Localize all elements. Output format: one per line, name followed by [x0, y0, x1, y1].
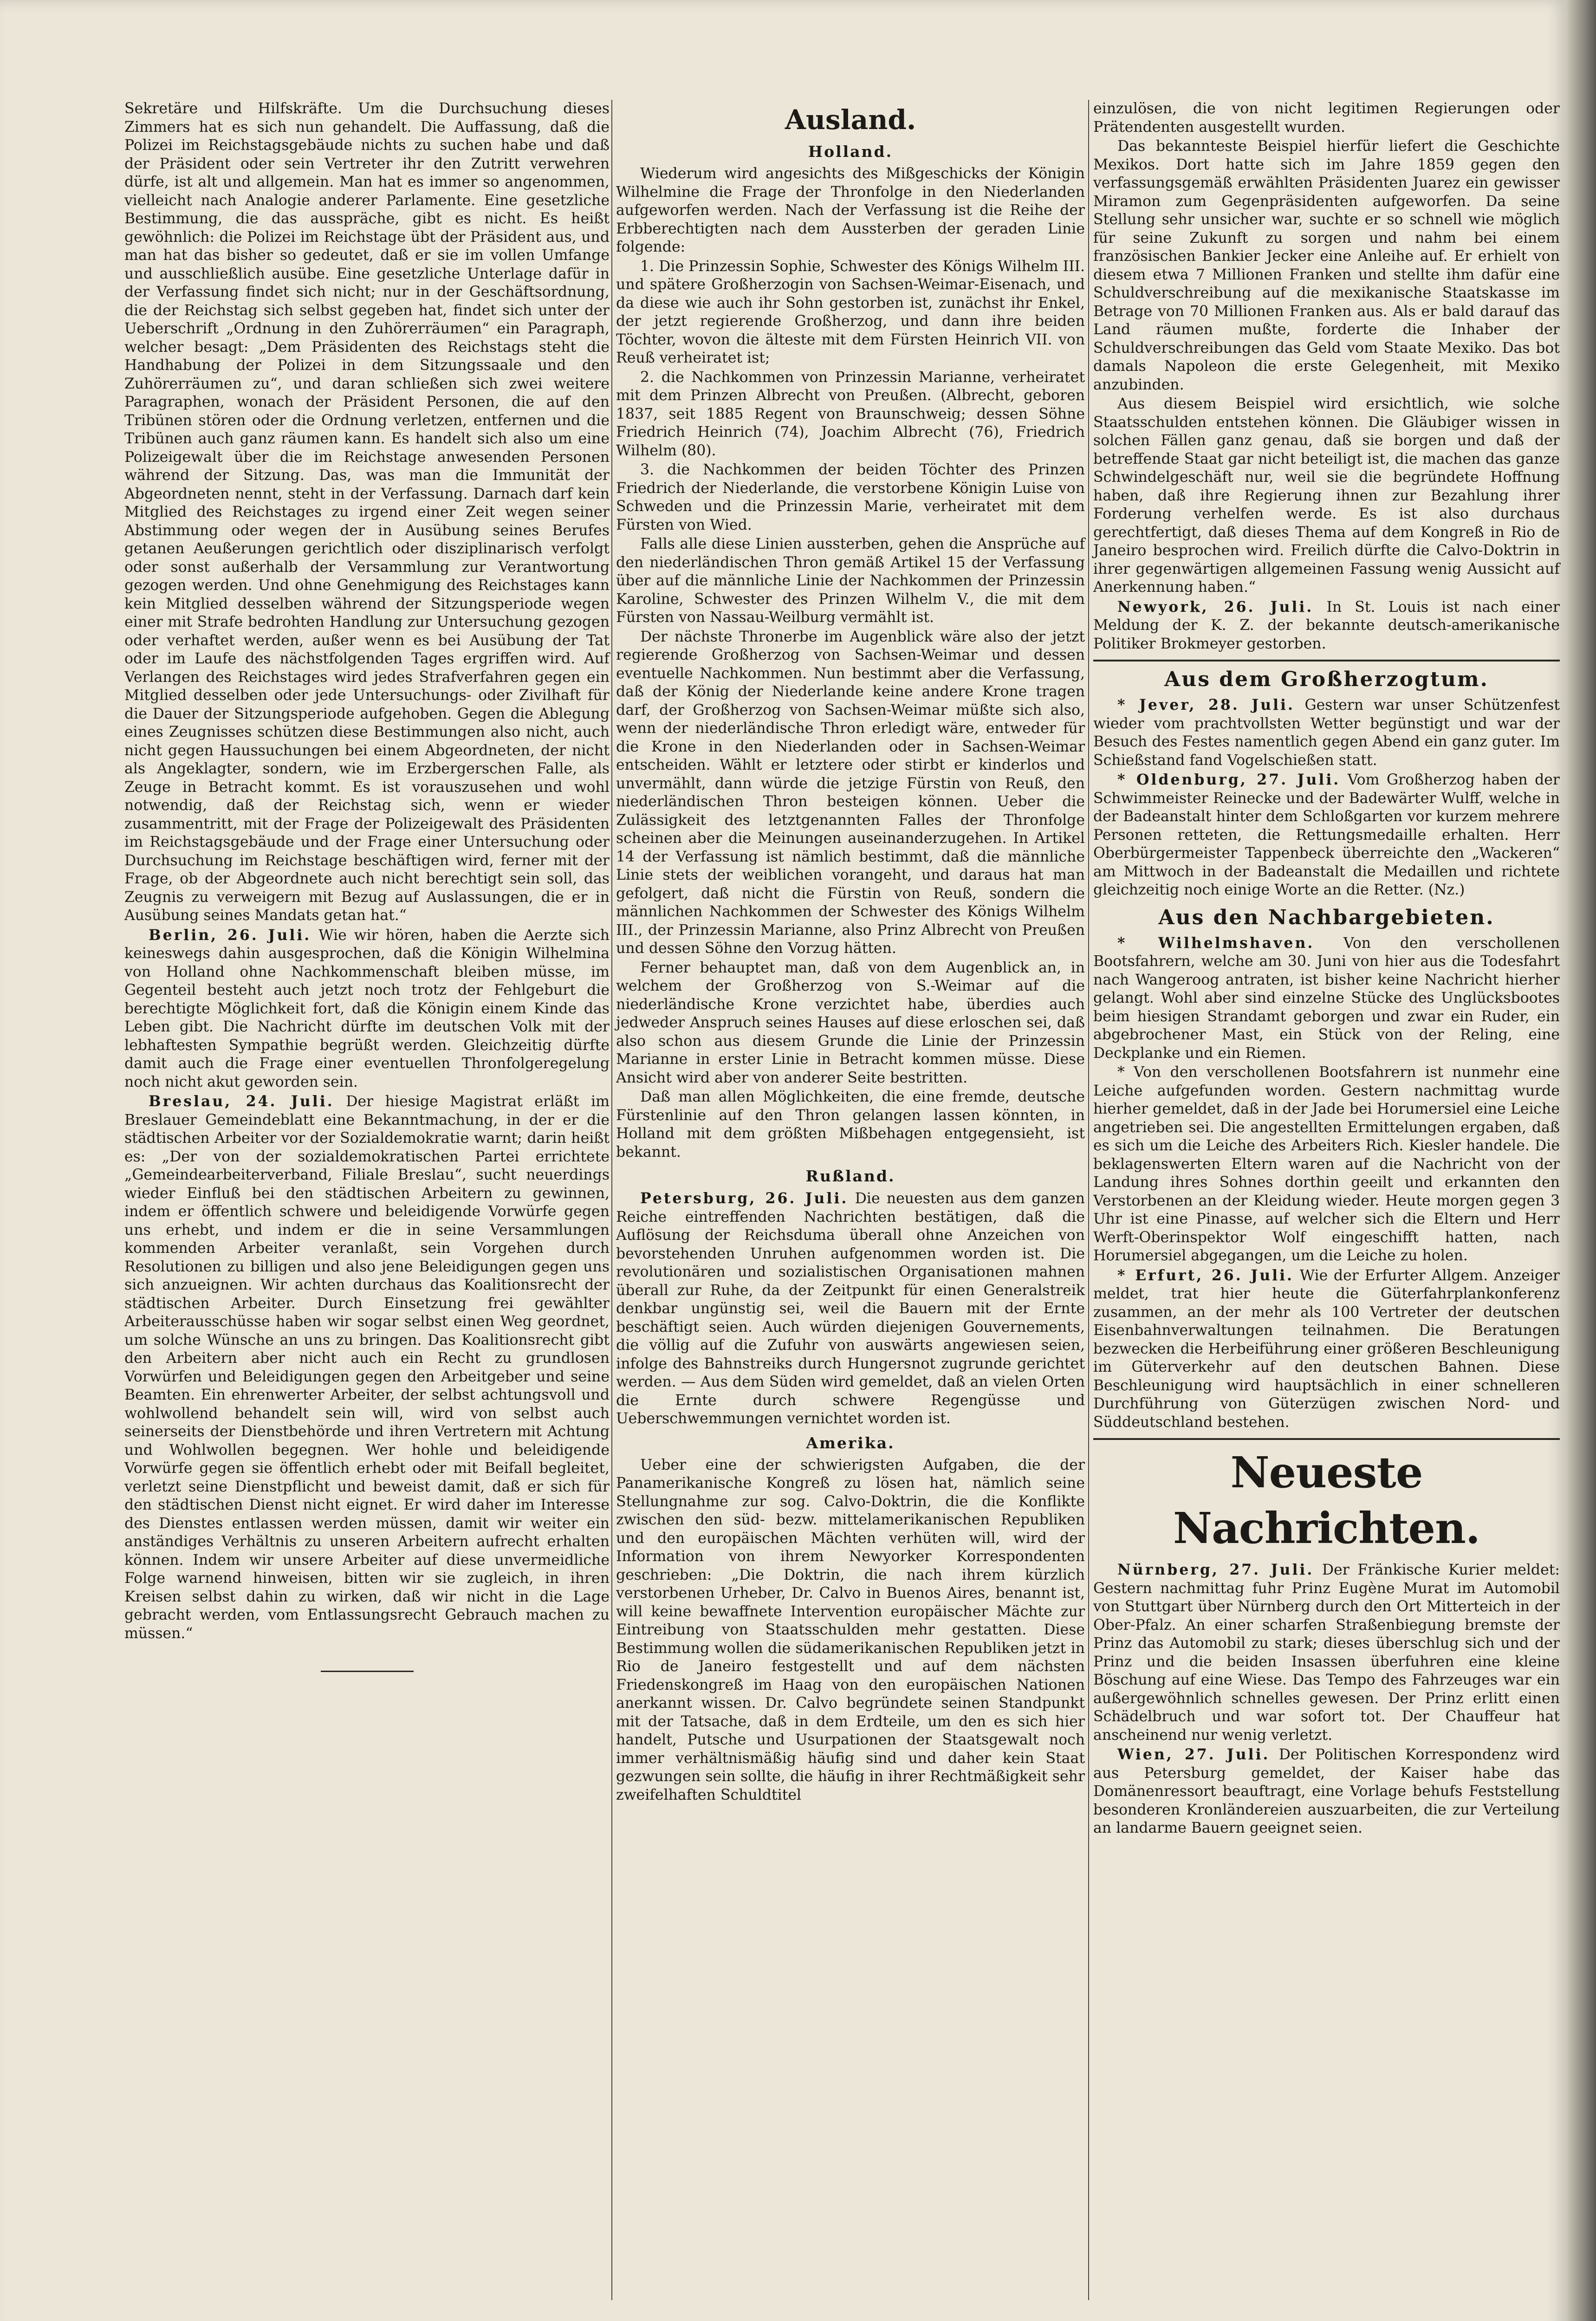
wilhelmshaven-dateline: * Wilhelmshaven. — [1117, 934, 1315, 952]
petersburg-dateline: Petersburg, 26. Juli. — [640, 1190, 849, 1207]
wien-article — [1093, 1745, 1560, 1838]
newyork-dateline: Newyork, 26. Juli. — [1117, 598, 1314, 616]
jever-text: Gestern war unser Schützenfest wieder vom prachtvollsten Wetter begünstigt und war der Besuch des Festes namentlich gegen Abend ein ganz guter. Im Schießstand fand Vogelschießen statt. — [1093, 697, 1560, 769]
nachbargebieten-heading: Aus den Nachbargebieten. — [1158, 905, 1495, 929]
oldenburg-text: Vom Großherzog haben der Schwimmeister Reinecke und der Badewärter Wulff, welche in der Badeanstalt hinter dem Schloßgarten vor kurzem mehrere Personen retteten, die Rettungsmedaille erhalten. Herr Oberbürgermeister Tappenbeck überreichte den „Wackeren“ am Mittwoch in der Badeanstalt die Medaillen und richtete gleichzeitig noch einige Worte an die Retter. (Nz.) — [1093, 772, 1560, 898]
grossherzogtum-heading: Aus dem Großherzogtum. — [1164, 668, 1489, 691]
reichstag-article: Sekretäre und Hilfskräfte. Um die Durchsuchung dieses Zimmers hat es sich nun gehandelt. Die Auffassung, daß die Polizei im Reichstagsgebäude nichts zu suchen habe und daß der Präsident oder sein Vertreter ihr den Zutritt verwehren dürfe, ist alt und allgemein. Man hat es immer so angenommen, vielleicht nach Analogie anderer Parlamente. Eine gesetzliche Bestimmung, die das ausspräche, gibt es nicht. Es heißt gewöhnlich: die Polizei im Reichstage übt der Präsident aus, und man hat das bisher so gedeutet, daß er sie im vollen Umfange und ausschließlich ausübe. Eine gesetzliche Unterlage dafür in der Verfassung findet sich nicht; nur in der Geschäftsordnung, die der Reichstag sich selbst gegeben hat, findet sich unter der Ueberschrift „Ordnung in den Zuhörerräumen“ ein Paragraph, welcher besagt: „Dem Präsidenten des Reichstags steht die Handhabung der Polizei in dem Sitzungssaale und den Zuhörerräumen zu“, und daran schließen sich zwei weitere Paragraphen, wonach der Präsident Personen, die auf den Tribünen stören oder die Ordnung verletzen, entfernen und die Tribünen auch ganz räumen kann. Es handelt sich also um eine Polizeigewalt über die im Reichstage anwesenden Personen während der Sitzung. Das, was man die Immunität der Abgeordneten nennt, steht in der Verfassung. Darnach darf kein Mitglied des Reichstages zu irgend einer Zeit wegen seiner Abstimmung oder wegen der in Ausübung seines Berufes getanen Aeußerungen gerichtlich oder disziplinarisch verfolgt oder sonst außerhalb der Versammlung zur Verantwortung gezogen werden. Und ohne Genehmigung des Reichstages kann kein Mitglied desselben während der Sitzungsperiode wegen einer mit Strafe bedrohten Handlung zur Untersuchung gezogen oder verhaftet werden, außer wenn es bei Ausübung der Tat oder im Laufe des nächstfolgenden Tages ergriffen wird. Auf Verlangen des Reichstages wird jedes Strafverfahren gegen ein Mitglied desselben oder jede Untersuchungs- oder Zivilhaft für die Dauer der Sitzungsperiode aufgehoben. Gegen die Ablegung eines Zeugnisses schützen diese Bestimmungen also nicht, auch nicht gegen Haussuchungen bei einem Abgeordneten, der nicht als Angeklagter, sondern, wie im Erzbergerschen Falle, als Zeuge in Betracht kommt. Es ist vorauszusehen und wohl notwendig, daß der Reichstag sich, wenn er wieder zusammentritt, mit der Frage der Polizeigewalt des Präsidenten im Reichstagsgebäude und der Frage einer Untersuchung oder Durchsuchung im Reichstage beschäftigen wird, ferner mit der Frage, ob der Abgeordnete auch nicht berechtigt sein soll, das Zeugnis zu verweigern mit Bezug auf Auslassungen, die er in Ausübung seines Mandats getan hat.“ — [124, 100, 610, 924]
breslau-article — [124, 1092, 610, 1643]
petersburg-text: Die neuesten aus dem ganzen Reiche eintreffenden Nachrichten bestätigen, daß die Auflösung der Reichsduma überall ohne Anzeichen von bevorstehenden Unruhen aufgenommen worden ist. Die revolutionären und sozialistischen Organisationen mahnen überall zur Ruhe, da der Zeitpunkt für einen Generalstreik denkbar ungünstig sei, weil die Bauern mit der Ernte beschäftigt seien. Auch würden diejenigen Gouvernements, die völlig auf die Zufuhr von auswärts angewiesen seien, infolge des Bahnstreiks durch Hungersnot zugrunde gerichtet werden. — Aus dem Süden wird gemeldet, daß an vielen Orten die Ernte durch schwere Regengüsse und Ueberschwemmungen vernichtet worden ist. — [616, 1190, 1085, 1427]
ausland-heading: Ausland. — [785, 104, 916, 136]
scan-edge — [1567, 0, 1596, 2321]
wilhelmshaven-article-2: * Von den verschollenen Bootsfahrern ist nunmehr eine Leiche aufgefunden worden. Gestern nachmittag wurde hierher gemeldet, daß in der Jade bei Horumersiel eine Leiche angetrieben sei. Die angestellten Ermittelungen ergaben, daß es sich um die Leiche des Arbeiters Rich. Kiesler handele. Die beklagenswerten Eltern waren auf die Nachricht von der Landung ihres Sohnes dorthin geeilt und erkannten den Verstorbenen an der Kleidung wieder. Heute morgen gegen 3 Uhr ist eine Pinasse, auf welcher sich die Eltern und Herr Werft-Oberinspektor Wolf eingeschifft hatten, nach Horumersiel abgegangen, um die Leiche zu holen. — [1093, 1064, 1560, 1264]
berlin-dateline: Berlin, 26. Juli. — [149, 926, 311, 944]
nuernberg-text: Der Fränkische Kurier meldet: Gestern nachmittag fuhr Prinz Eugène Murat im Automobil von Stuttgart über Nürnberg durch den Ort Mitterteich in der Ober-Pfalz. An einer scharfen Straßenbiegung bremste der Prinz das Automobil zu stark; dieses überschlug sich und der Prinz und die beiden Insassen überfuhren eine kleine Böschung auf eine Wiese. Das Tempo des Fahrzeuges war ein außergewöhnlich schnelles gewesen. Der Prinz erlitt einen Schädelbruch und war sofort tot. Der Chauffeur hat anscheinend nur wenig verletzt. — [1093, 1562, 1560, 1744]
russland-heading: Rußland. — [805, 1167, 895, 1185]
holland-intro: Wiederum wird angesichts des Mißgeschicks der Königin Wilhelmine die Frage der Thronfolge in den Niederlanden aufgeworfen werden. Nach der Verfassung ist die Reihe der Erbberechtigten nach dem Aussterben der geraden Linie folgende: — [616, 165, 1085, 255]
holland-point-1: 1. Die Prinzessin Sophie, Schwester des Königs Wilhelm III. und spätere Großherzogin von Sachsen-Weimar-Eisenach, und da diese wie auch ihr Sohn gestorben ist, zunächst ihr Enkel, der jetzt regierende Großherzog, und dann ihre beiden Töchter, wovon die älteste mit dem Fürsten Heinrich VII. von Reuß verheiratet ist; — [616, 258, 1085, 366]
wien-text: Der Politischen Korrespondenz wird aus Petersburg gemeldet, der Kaiser habe das Domänenressort beauftragt, eine Vorlage behufs Feststellung besonderen Kronländereien auszuarbeiten, die zur Verteilung an landarme Bauern geeignet seien. — [1093, 1746, 1560, 1836]
amerika-continued: einzulösen, die von nicht legitimen Regierungen oder Prätendenten ausgestellt wurden. — [1093, 100, 1560, 136]
nuernberg-article — [1093, 1561, 1560, 1744]
breslau-text: Der hiesige Magistrat erläßt im Breslauer Gemeindeblatt eine Bekanntmachung, in der er die städtischen Arbeiter vor der Sozialdemokratie warnt; darin heißt es: „Der von der sozialdemokratischen Partei errichtete „Gemeindearbeiterverband, Filiale Breslau“, sucht neuerdings wieder Einfluß bei den städtischen Arbeitern zu gewinnen, indem er öffentlich schwere und beleidigende Vorwürfe gegen uns erhebt, und indem er die in seine Versammlungen kommenden Arbeiter veranlaßt, sein Vorgehen durch Resolutionen zu billigen und also jene Beleidigungen gegen uns sich anzueignen. Wir achten durchaus das Koalitionsrecht der städtischen Arbeiter. Durch Einsetzung frei gewählter Arbeiterausschüsse haben wir sogar selbst einen Weg geordnet, um solche Wünsche an uns zu bringen. Das Koalitionsrecht gibt den Arbeitern aber nicht auch ein Recht zu grundlosen Vorwürfen und Beleidigungen gegen den Arbeitgeber und seine Beamten. Ein ehrenwerter Arbeiter, der selbst achtungsvoll und wohlwollend behandelt sein will, wird von selbst auch seinerseits der Dienstbehörde und ihren Vertretern mit Achtung und Wohlwollen begegnen. Wer hohle und beleidigende Vorwürfe gegen sie öffentlich erhebt oder mit Beifall begleitet, verletzt seine Dienstpflicht und beweist damit, daß er sich für den städtischen Dienst nicht eignet. Er wird daher im Interesse des Dienstes entlassen werden müssen, damit wir weiter ein anständiges Verhältnis zu unseren Arbeitern aufrecht erhalten können. Indem wir unsere Arbeiter auf diese unvermeidliche Folge warnend hinweisen, bitten wir sie zugleich, in ihren Kreisen selbst dahin zu wirken, daß wir nicht in die Lage gebracht werden, vom Entlassungsrecht Gebrauch machen zu müssen.“ — [124, 1093, 610, 1642]
erfurt-text: Wie der Erfurter Allgem. Anzeiger meldet, trat hier heute die Güterfahrplankonferenz zusammen, an der mehr als 100 Vertreter der deutschen Eisenbahnverwaltungen teilnahmen. Die Beratungen bezwecken die Herbeiführung einer größeren Beschleunigung im Güterverkehr auf den deutschen Bahnen. Diese Beschleunigung wird hauptsächlich in einer schnelleren Durchführung von Güterzügen zwischen Nord- und Süddeutschland bestehen. — [1093, 1267, 1560, 1431]
middle-column — [616, 100, 1085, 1805]
end-rule — [321, 1671, 414, 1672]
newyork-text: In St. Louis ist nach einer Meldung der K. Z. der bekannte deutsch-amerikanische Politiker Brokmeyer gestorben. — [1093, 598, 1560, 652]
oldenburg-article — [1093, 771, 1560, 900]
amerika-continued-3: Aus diesem Beispiel wird ersichtlich, wie solche Staatsschulden entstehen können. Die Gläubiger wissen in solchen Fällen ganz genau, daß sie borgen und daß der betreffende Staat gar nicht beteiligt ist, die machen das ganze Schwindelgeschäft nur, weil sie die begründete Hoffnung haben, daß ihre Regierung ihnen zur Bezahlung ihrer Forderung verhelfen werde. Es ist also durchaus gerechtfertigt, daß dieses Thema auf dem Kongreß in Rio de Janeiro besprochen wird. Freilich dürfte die Calvo-Doktrin in ihrer gegenwärtigen allgemeinen Fassung wenig Aussicht auf Anerkennung haben.“ — [1093, 395, 1560, 596]
holland-paragraph-5: Der nächste Thronerbe im Augenblick wäre also der jetzt regierende Großherzog von Sachsen-Weimar und dessen eventuelle Nachkommen. Nun bestimmt aber die Verfassung, daß der König der Niederlande keine andere Krone tragen darf, der Großherzog von Sachsen-Weimar müßte sich also, wenn der niederländische Thron erledigt wäre, entweder für die Krone in den Niederlanden oder in Sachsen-Weimar entscheiden. Wählt er letztere oder stirbt er kinderlos und unvermählt, dann würde die jetzige Fürstin von Reuß, den niederländischen Thron besteigen können. Ueber die Zulässigkeit des letztgenannten Falles der Thronfolge scheinen aber die Meinungen auseinanderzugehen. In Artikel 14 der Verfassung ist nämlich bestimmt, daß die männliche Linie stets der weiblichen vorangeht, und daraus hat man gefolgert, daß nicht die Fürstin von Reuß, sondern die männlichen Nachkommen der Schwester des Königs Wilhelm III., der Prinzessin Marianne, also Prinz Albrecht von Preußen und dessen Söhne den Vorzug hätten. — [616, 628, 1085, 957]
holland-paragraph-6: Ferner behauptet man, daß von dem Augenblick an, in welchem der Großherzog von S.-Weimar auf die niederländische Krone verzichtet habe, überdies auch jedweder Anspruch seines Hauses auf diese erloschen sei, daß also schon aus diesem Grunde die Linie der Prinzessin Marianne in erster Linie in Betracht kommen müsse. Diese Ansicht wird aber von anderer Seite bestritten. — [616, 959, 1085, 1086]
newyork-article — [1093, 598, 1560, 654]
amerika-article: Ueber eine der schwierigsten Aufgaben, die der Panamerikanische Kongreß zu lösen hat, nämlich seine Stellungnahme zur sog. Calvo-Doktrin, die die Konflikte zwischen den süd- bezw. mittelamerikanischen Republiken und den europäischen Mächten verhüten will, wird der Information von ihrem Newyorker Korrespondenten geschrieben: „Die Doktrin, die nach ihrem kürzlich verstorbenen Urheber, Dr. Calvo in Buenos Aires, benannt ist, will keine bewaffnete Intervention europäischer Mächte zur Eintreibung von Staatsschulden mehr gestatten. Diese Bestimmung wollen die südamerikanischen Republiken jetzt in Rio de Janeiro festgestellt und auf dem nächsten Friedenskongreß im Haag von den europäischen Nationen anerkannt wissen. Dr. Calvo begründete seinen Standpunkt mit der Tatsache, daß in dem Erdteile, um den es sich hier handelt, Putsche und Usurpationen der Staatsgewalt noch immer verhältnismäßig häufig sind und daher kein Staat gezwungen sein sollte, die häufig in ihrer Rechtmäßigkeit sehr zweifelhaften Schuldtitel — [616, 1456, 1085, 1803]
erfurt-article — [1093, 1266, 1560, 1432]
right-column — [1093, 100, 1560, 1839]
left-column — [124, 100, 610, 1672]
breslau-dateline: Breslau, 24. Juli. — [149, 1093, 334, 1110]
holland-point-3: 3. die Nachkommen der beiden Töchter des Prinzen Friedrich der Niederlande, die verstorbene Königin Luise von Schweden und die Prinzessin Marie, verheiratet mit dem Fürsten von Wied. — [616, 461, 1085, 533]
holland-paragraph-7: Daß man allen Möglichkeiten, die eine fremde, deutsche Fürstenlinie auf den Thron gelangen lassen könnten, in Holland mit dem größten Mißbehagen entgegensieht, ist bekannt. — [616, 1089, 1085, 1160]
petersburg-article — [616, 1189, 1085, 1428]
wilhelmshaven-text: Von den verschollenen Bootsfahrern, welche am 30. Juni von hier aus die Todesfahrt nach Wangeroog antraten, ist bisher keine Nachricht hierher gelangt. Wohl aber sind einzelne Stücke des Unglücksbootes beim hiesigen Strandamt geborgen und zwar ein Ruder, ein abgebrochener Mast, ein Stück von der Reling, eine Deckplanke und ein Riemen. — [1093, 934, 1560, 1062]
oldenburg-dateline: * Oldenburg, 27. Juli. — [1117, 771, 1341, 788]
nuernberg-dateline: Nürnberg, 27. Juli. — [1117, 1561, 1314, 1578]
wien-dateline: Wien, 27. Juli. — [1117, 1746, 1270, 1763]
erfurt-dateline: * Erfurt, 26. Juli. — [1117, 1266, 1294, 1284]
jever-article — [1093, 696, 1560, 770]
holland-point-2: 2. die Nachkommen von Prinzessin Marianne, verheiratet mit dem Prinzen Albrecht von Preußen. (Albrecht, geboren 1837, seit 1885 Regent von Braunschweig; dessen Söhne Friedrich Heinrich (74), Joachim Albrecht (76), Friedrich Wilhelm (80). — [616, 369, 1085, 459]
wilhelmshaven-article — [1093, 934, 1560, 1063]
amerika-continued-2: Das bekannteste Beispiel hierfür liefert die Geschichte Mexikos. Dort hatte sich im Jahre 1859 gegen den verfassungsgemäß erwählten Präsidenten Juarez ein gewisser Miramon zum Gegenpräsidenten aufgeworfen. Da seine Stellung sehr unsicher war, suchte er so schnell wie möglich für seine Zukunft zu sorgen und nahm bei einem französischen Bankier Jecker eine Anleihe auf. Er erhielt von diesem etwa 7 Millionen Franken und stellte ihm dafür eine Schuldverschreibung auf die mexikanische Staatskasse im Betrage von 70 Millionen Franken aus. Als er bald darauf das Land räumen mußte, forderte die Inhaber der Schuldverschreibungen das Geld vom Staate Mexiko. Das bot damals Napoleon die erste Gelegenheit, mit Mexiko anzubinden. — [1093, 138, 1560, 393]
berlin-article — [124, 926, 610, 1092]
amerika-heading: Amerika. — [806, 1433, 895, 1452]
holland-paragraph-4: Falls alle diese Linien aussterben, gehen die Ansprüche auf den niederländischen Thron gemäß Artikel 15 der Verfassung über auf die männliche Linie der Nachkommen der Prinzessin Karoline, Schwester des Prinzen Wilhelm V., die mit dem Fürsten von Nassau-Weilburg vermählt ist. — [616, 536, 1085, 626]
jever-dateline: * Jever, 28. Juli. — [1117, 696, 1295, 713]
column-rule-right — [1088, 100, 1089, 2300]
section-rule-2 — [1093, 1438, 1560, 1440]
holland-heading: Holland. — [808, 143, 893, 161]
section-rule — [1093, 660, 1560, 661]
berlin-text: Wie wir hören, haben die Aerzte sich keineswegs dahin ausgesprochen, daß die Königin Wilhelmina von Holland ohne Nachkommenschaft bleiben müsse, im Gegenteil besteht auch jetzt noch trotz der Fehlgeburt die berechtigte Möglichkeit fort, daß die Königin einem Kinde das Leben gibt. Die Nachricht dürfte im deutschen Volk mit der lebhaftesten Sympathie begrüßt werden. Gleichzeitig dürfte damit auch die Frage einer eventuellen Thronfolgeregelung noch nicht akut geworden sein. — [124, 927, 610, 1090]
column-rule-left — [611, 100, 612, 2300]
neueste-nachrichten-heading: Neueste Nachrichten. — [1173, 1447, 1480, 1553]
